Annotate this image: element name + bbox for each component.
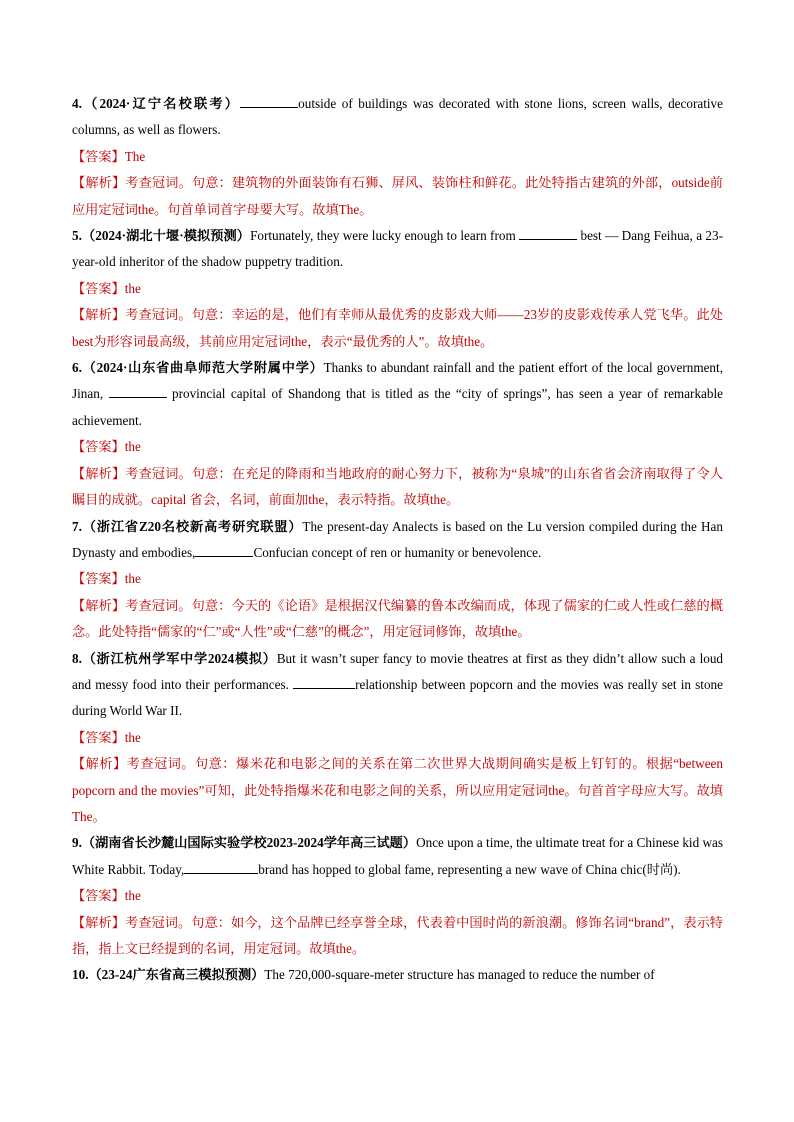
question-text: 4.（2024·辽宁名校联考） outside of buildings was decorated with stone lions, screen walls, decorative columns, as well as flowers. <box>72 96 723 138</box>
answer-line: 【答案】the <box>72 729 141 745</box>
question-text: 5.（2024·湖北十堰·模拟预测）Fortunately, they were lucky enough to learn from best — Dang Feihua, a 23-year-old inheritor of the shadow puppetry tradition. <box>72 228 724 270</box>
question-item <box>72 646 723 831</box>
explanation: 【解析】考查冠词。句意：如今，这个品牌已经享誉全球，代表着中国时尚的新浪潮。修饰名词“brand”，表示特指，指上文已经提到的名词，用定冠词。故填the。 <box>72 914 723 956</box>
question-source: （浙江杭州学军中学2024模拟） <box>81 650 277 666</box>
question-number: 8. <box>72 650 82 666</box>
answer-value: The <box>124 148 146 164</box>
question-item <box>72 514 723 646</box>
question-source: （2024·辽宁名校联考） <box>81 96 241 111</box>
answer-value: the <box>124 888 141 904</box>
answer-value: the <box>124 280 141 296</box>
answer-blank[interactable] <box>109 384 167 398</box>
answer-value: the <box>124 439 141 455</box>
answer-blank[interactable] <box>195 543 253 557</box>
answer-blank[interactable] <box>240 94 298 108</box>
question-text: 7.（浙江省Z20名校新高考研究联盟）The present-day Analects is based on the Lu version compiled during the Han Dynasty and embodies, Confucian concept of ren or humanity or benevolence. <box>72 518 723 560</box>
question-number: 9. <box>72 835 82 851</box>
answer-line: 【答案】the <box>72 571 141 587</box>
answer-line: 【答案】The <box>72 148 146 164</box>
question-source: （湖南省长沙麓山国际实验学校2023-2024学年高三试题） <box>81 835 417 851</box>
question-source: （浙江省Z20名校新高考研究联盟） <box>81 518 303 534</box>
question-source: （2024·山东省曲阜师范大学附属中学） <box>81 360 324 376</box>
question-item <box>72 223 723 355</box>
document-page <box>72 91 723 989</box>
explanation: 【解析】考查冠词。句意：幸运的是，他们有幸师从最优秀的皮影戏大师——23岁的皮影戏传承人党飞华。此处best为形容词最高级，其前应用定冠词the，表示“最优秀的人”。故填the。 <box>72 307 723 349</box>
question-source: （2024·湖北十堰·模拟预测） <box>81 228 251 244</box>
answer-blank[interactable] <box>293 675 355 689</box>
question-item <box>72 830 723 962</box>
question-item <box>72 91 723 223</box>
question-number: 4. <box>72 96 82 111</box>
question-text: 6.（2024·山东省曲阜师范大学附属中学）Thanks to abundant rainfall and the patient effort of the local government, Jinan, provincial capital of Shandong that is titled as the “city of springs”, has seen a year of remarkable achievement. <box>72 360 723 428</box>
answer-value: the <box>124 571 141 587</box>
question-text: 10.（23-24广东省高三模拟预测）The 720,000-square-meter structure has managed to reduce the number of <box>72 967 655 983</box>
question-number: 6. <box>72 360 82 376</box>
answer-blank[interactable] <box>519 226 577 240</box>
answer-line: 【答案】the <box>72 280 141 296</box>
question-item <box>72 355 723 513</box>
question-text: 8.（浙江杭州学军中学2024模拟）But it wasn’t super fancy to movie theatres at first as they didn’t allow such a loud and messy food into their performances. relationship between popcorn and the movies was really set in stone during World War II. <box>72 650 724 719</box>
explanation: 【解析】考查冠词。句意：在充足的降雨和当地政府的耐心努力下，被称为“泉城”的山东省省会济南取得了令人瞩目的成就。capital 省会，名词，前面加the，表示特指。故填the。 <box>72 465 724 508</box>
answer-value: the <box>124 729 141 745</box>
question-source: （23-24广东省高三模拟预测） <box>88 967 265 983</box>
question-number: 5. <box>72 228 82 244</box>
question-number: 7. <box>72 518 82 534</box>
question-item <box>72 962 723 988</box>
answer-line: 【答案】the <box>72 439 141 455</box>
question-text: 9.（湖南省长沙麓山国际实验学校2023-2024学年高三试题）Once upon a time, the ultimate treat for a Chinese kid was White Rabbit. Today, brand has hopped to global fame, representing a new wave of China chic(时尚). <box>72 835 724 877</box>
explanation: 【解析】考查冠词。句意：今天的《论语》是根据汉代编纂的鲁本改编而成，体现了儒家的仁或人性或仁慈的概念。此处特指“儒家的“仁”或“人性”或“仁慈”的概念”，用定冠词修饰，故填the。 <box>72 597 724 640</box>
explanation: 【解析】考查冠词。句意：建筑物的外面装饰有石狮、屏风、装饰柱和鲜花。此处特指古建筑的外部，outside前应用定冠词the。句首单词首字母要大写。故填The。 <box>72 175 723 217</box>
explanation: 【解析】考查冠词。句意：爆米花和电影之间的关系在第二次世界大战期间确实是板上钉钉的。根据“between popcorn and the movies”可知，此处特指爆米花和电影之间的关系，所以应用定冠词the。句首首字母应大写。故填The。 <box>72 756 723 824</box>
question-number: 10. <box>72 967 89 983</box>
answer-line: 【答案】the <box>72 888 141 904</box>
answer-blank[interactable] <box>184 860 258 874</box>
